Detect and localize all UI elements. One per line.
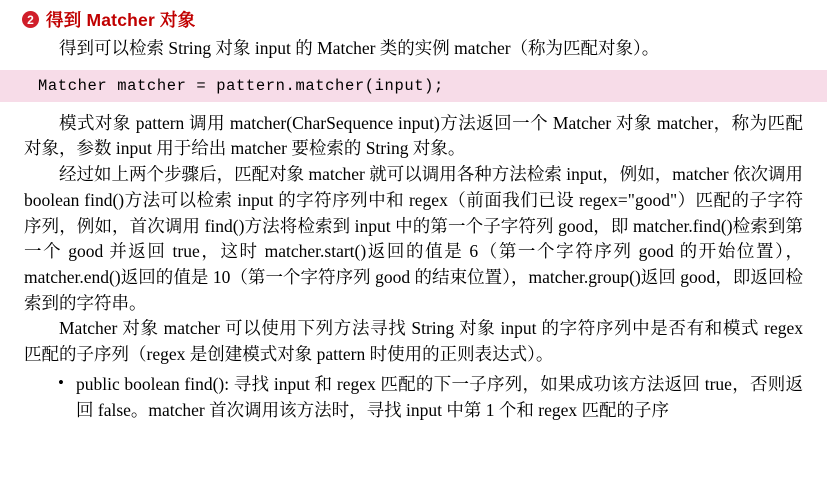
body-paragraph-1: 模式对象 pattern 调用 matcher(CharSequence input)方法返回一个 Matcher 对象 matcher，称为匹配对象，参数 input 用于给出 matcher 要检索的 String 对象。 [24, 112, 803, 159]
method-list [24, 372, 803, 423]
lead-paragraph: 得到可以检索 String 对象 input 的 Matcher 类的实例 matcher（称为匹配对象）。 [59, 38, 660, 58]
section-title: 得到 Matcher 对象 [46, 10, 196, 30]
document-page [0, 7, 827, 483]
code-block: Matcher matcher = pattern.matcher(input); [0, 70, 827, 102]
section-number-badge: 2 [22, 11, 39, 28]
section-heading [22, 7, 827, 32]
body-paragraph-2: 经过如上两个步骤后，匹配对象 matcher 就可以调用各种方法检索 input，例如，matcher 依次调用 boolean find()方法可以检索 input 的字符序列中和 regex（前面我们已设 regex="good"）匹配的子字符序列，例如，首次调用 find()方法将检索到 input 中的第一个子字符列 good，即 matcher.find()检索到第一个 good 并返回 true，这时 matcher.start()返回的值是 6（第一个字符序列 good 的开始位置），matcher.end()返回的值是 10（第一个字符序列 good 的结束位置），matcher.group()返回 good，即返回检索到的字符串。 [24, 164, 803, 313]
list-item: • public boolean find(): 寻找 input 和 regex 匹配的下一子序列，如果成功该方法返回 true，否则返回 false。matcher 首次调用该方法时，寻找 input 中第 1 个和 regex 匹配的子序 [76, 372, 803, 423]
body-paragraph-3: Matcher 对象 matcher 可以使用下列方法寻找 String 对象 input 的字符序列中是否有和模式 regex 匹配的子序列（regex 是创建模式对象 pattern 时使用的正则表达式）。 [24, 318, 803, 365]
